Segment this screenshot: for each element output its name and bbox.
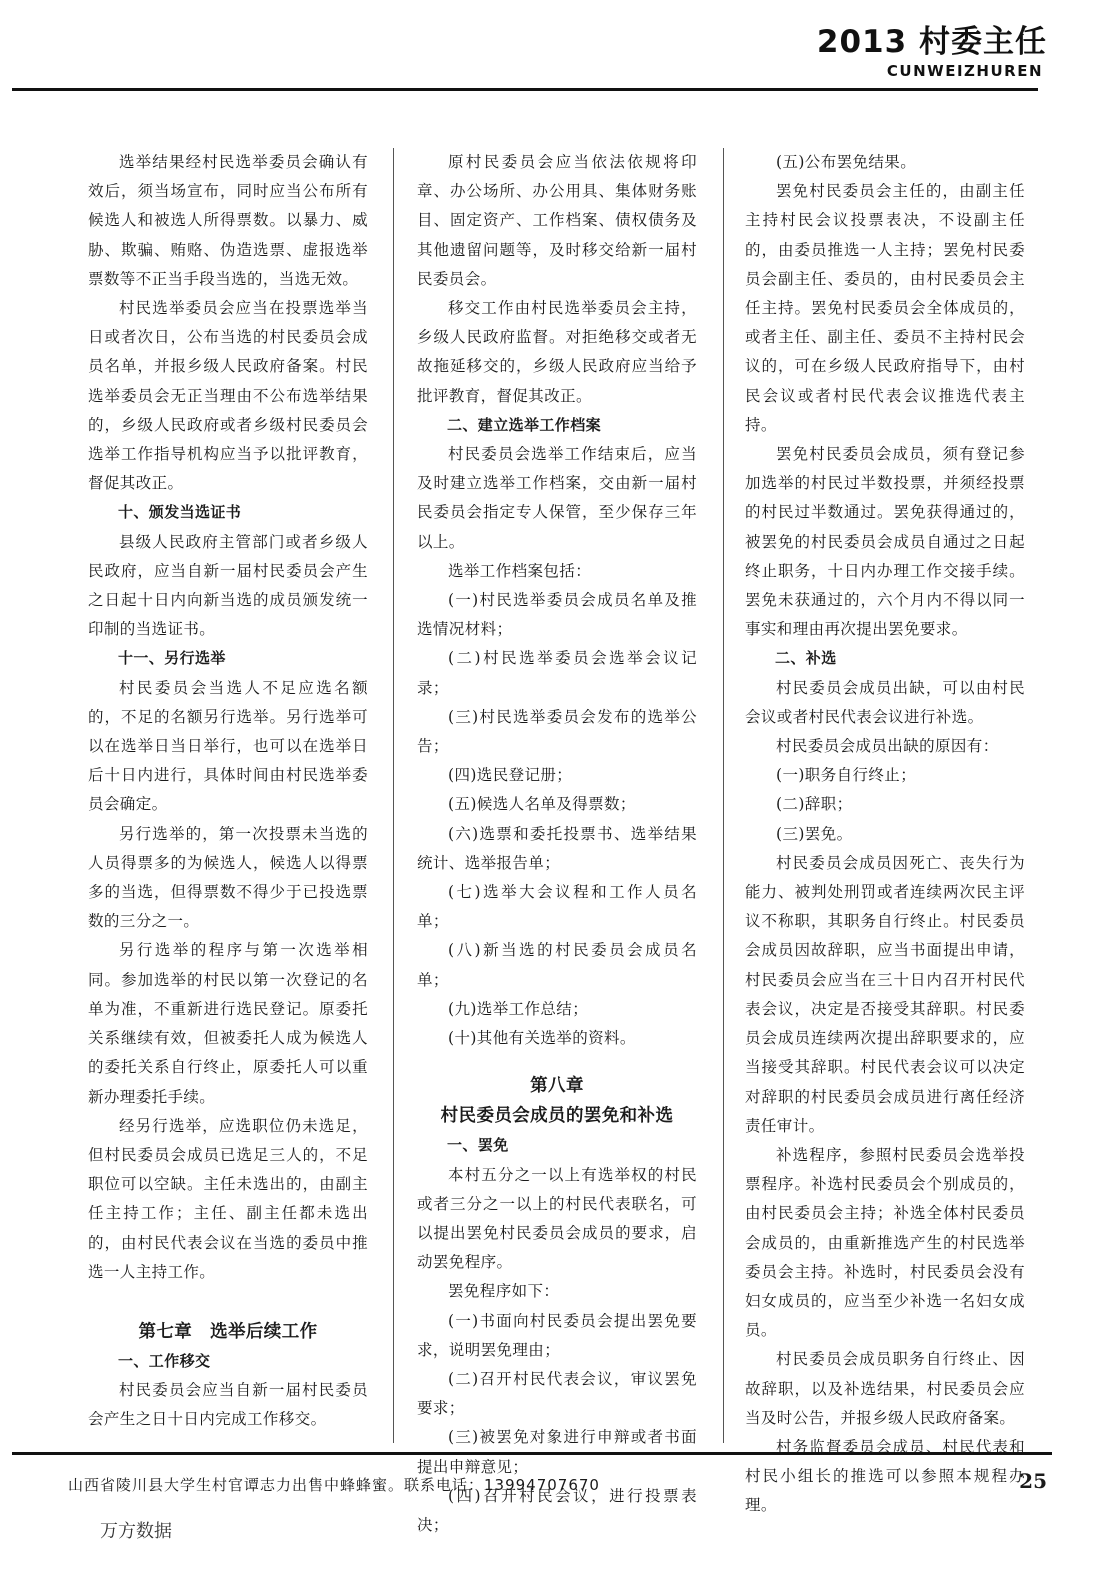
paragraph: (九)选举工作总结； (448, 999, 589, 1018)
paragraph: 村民委员会成员出缺的原因有： (776, 737, 999, 756)
magazine-title: 2013 村委主任 (816, 24, 1047, 60)
page-number: 25 (1019, 1469, 1047, 1493)
paragraph: (五)候选人名单及得票数； (448, 795, 636, 814)
paragraph: (一)书面向村民委员会提出罢免要求，说明罢免理由； (417, 1311, 697, 1359)
paragraph: 村民委员会成员出缺，可以由村民会议或者村民代表会议进行补选。 (745, 678, 1025, 726)
paragraph: (六)选票和委托投票书、选举结果统计、选举报告单； (417, 824, 697, 872)
paragraph: 村民委员会成员职务自行终止、因故辞职，以及补选结果，村民委员会应当及时公告，并报乡级人民政府备案。 (745, 1350, 1025, 1427)
paragraph: 补选程序，参照村民委员会选举投票程序。补选村民委员会个别成员的，由村民委员会主持；补选全体村民委员会成员的，由重新推选产生的村民选举委员会主持。补选时，村民委员会没有妇女成员的，应当至少补选一名妇女成员。 (745, 1145, 1025, 1340)
paragraph: 村民委员会成员因死亡、丧失行为能力、被判处刑罚或者连续两次民主评议不称职，其职务自行终止。村民委员会成员因故辞职，应当书面提出申请，村民委员会应当在三十日内召开村民代表会议，决定是否接受其辞职。村民委员会成员连续两次提出辞职要求的，应当接受其辞职。村民代表会议可以决定对辞职的村民委员会成员进行离任经济责任审计。 (745, 853, 1025, 1135)
footer-advert: 山西省陵川县大学生村官谭志力出售中蜂蜂蜜。联系电话：13994707670 (68, 1476, 600, 1494)
paragraph: (二)村民选举委员会选举会议记录； (417, 649, 697, 697)
paragraph: 另行选举的，第一次投票未当选的人员得票多的为候选人，候选人以得票多的当选，但得票数不得少于已投选票数的三分之一。 (88, 824, 368, 931)
section-heading: 十、颁发当选证书 (118, 503, 242, 522)
section-heading: 一、罢免 (447, 1136, 509, 1155)
paragraph: 罢免村民委员会主任的，由副主任主持村民会议投票表决，不设副主任的，由委员推选一人主持；罢免村民委员会副主任、委员的，由村民委员会主任主持。罢免村民委员会全体成员的，或者主任、副主任、委员不主持村民会议的，可在乡级人民政府指导下，由村民会议或者村民代表会议推选代表主持。 (745, 182, 1025, 434)
paragraph: (八)新当选的村民委员会成员名单； (417, 941, 697, 989)
paragraph: (四)选民登记册； (448, 766, 573, 785)
paragraph: 村民委员会当选人不足应选名额的，不足的名额另行选举。另行选举可以在选举日当日举行，也可以在选举日后十日内进行，具体时间由村民选举委员会确定。 (88, 678, 368, 814)
paragraph: (三)被罢免对象进行申辩或者书面提出申辩意见； (417, 1428, 697, 1476)
paragraph: 选举工作档案包括： (448, 561, 592, 580)
paragraph: (二)召开村民代表会议，审议罢免要求； (417, 1369, 697, 1418)
watermark-logo: 万方数据 (100, 1521, 172, 1542)
paragraph: 村民委员会选举工作结束后，应当及时建立选举工作档案，交由新一届村民委员会指定专人保管，至少保存三年以上。 (417, 445, 697, 551)
paragraph: (五)公布罢免结果。 (776, 153, 917, 171)
section-heading: 二、建立选举工作档案 (447, 415, 602, 434)
paragraph: 村务监督委员会成员、村民代表和村民小组长的推选可以参照本规程办理。 (745, 1437, 1025, 1515)
paragraph: (二)辞职； (776, 795, 853, 814)
paragraph: 村民选举委员会应当在投票选举当日或者次日，公布当选的村民委员会成员名单，并报乡级人民政府备案。村民选举委员会无正当理由不公布选举结果的，乡级人民政府或者乡级村民委员会选举工作指导机构应当予以批评教育，督促其改正。 (88, 299, 368, 493)
paragraph: 罢免程序如下： (448, 1282, 560, 1301)
paragraph: 村民委员会应当自新一届村民委员会产生之日十日内完成工作移交。 (88, 1381, 368, 1429)
text-column-left (88, 148, 368, 1435)
column-divider-right (723, 148, 724, 1443)
paragraph: 选举结果经村民选举委员会确认有效后，须当场宣布，同时应当公布所有候选人和被选人所得票数。以暴力、威胁、欺骗、贿赂、伪造选票、虚报选举票数等不正当手段当选的，当选无效。 (88, 153, 368, 288)
chapter-heading: 第七章 选举后续工作 (138, 1321, 318, 1342)
paragraph: (十)其他有关选举的资料。 (448, 1029, 636, 1048)
paragraph: 另行选举的程序与第一次选举相同。参加选举的村民以第一次登记的名单为准，不重新进行选民登记。原委托关系继续有效，但被委托人成为候选人的委托关系自行终止，原委托人可以重新办理委托手续。 (88, 941, 368, 1106)
chapter-heading: 第八章 (530, 1076, 584, 1097)
text-column-right (745, 148, 1025, 1521)
paragraph: (七)选举大会议程和工作人员名单； (417, 883, 697, 931)
paragraph: (四)召开村民会议，进行投票表决； (417, 1486, 697, 1534)
paragraph: 本村五分之一以上有选举权的村民或者三分之一以上的村民代表联名，可以提出罢免村民委员会成员的要求，启动罢免程序。 (417, 1165, 697, 1272)
chapter-heading: 村民委员会成员的罢免和补选 (440, 1106, 674, 1127)
paragraph: 原村民委员会应当依法依规将印章、办公场所、办公用具、集体财务账目、固定资产、工作档案、债权债务及其他遗留问题等，及时移交给新一届村民委员会。 (417, 153, 697, 288)
paragraph: (三)罢免。 (776, 824, 853, 843)
paragraph: 罢免村民委员会成员，须有登记参加选举的村民过半数投票，并须经投票的村民过半数通过。罢免获得通过的，被罢免的村民委员会成员自通过之日起终止职务，十日内办理工作交接手续。罢免未获通过的，六个月内不得以同一事实和理由再次提出罢免要求。 (745, 445, 1025, 639)
paragraph: (一)职务自行终止； (776, 766, 917, 785)
paragraph: (三)村民选举委员会发布的选举公告； (417, 707, 697, 756)
column-divider-left (393, 148, 394, 1443)
section-heading: 二、补选 (775, 649, 837, 668)
section-heading: 一、工作移交 (118, 1351, 211, 1370)
text-column-middle (417, 148, 697, 1540)
paragraph: 移交工作由村民选举委员会主持，乡级人民政府监督。对拒绝移交或者无故拖延移交的，乡级人民政府应当给予批评教育，督促其改正。 (417, 299, 697, 405)
magazine-subtitle: CUNWEIZHUREN (886, 62, 1043, 80)
paragraph: 县级人民政府主管部门或者乡级人民政府，应当自新一届村民委员会产生之日起十日内向新当选的成员颁发统一印制的当选证书。 (88, 532, 368, 639)
paragraph: 经另行选举，应选职位仍未选足，但村民委员会成员已选足三人的，不足职位可以空缺。主任未选出的，由副主任主持工作；主任、副主任都未选出的，由村民代表会议在当选的委员中推选一人主持工作。 (88, 1116, 368, 1281)
footer-rule (12, 1452, 1052, 1455)
header-rule (12, 88, 1038, 91)
section-heading: 十一、另行选举 (118, 649, 226, 668)
paragraph: (一)村民选举委员会成员名单及推选情况材料； (417, 591, 697, 639)
